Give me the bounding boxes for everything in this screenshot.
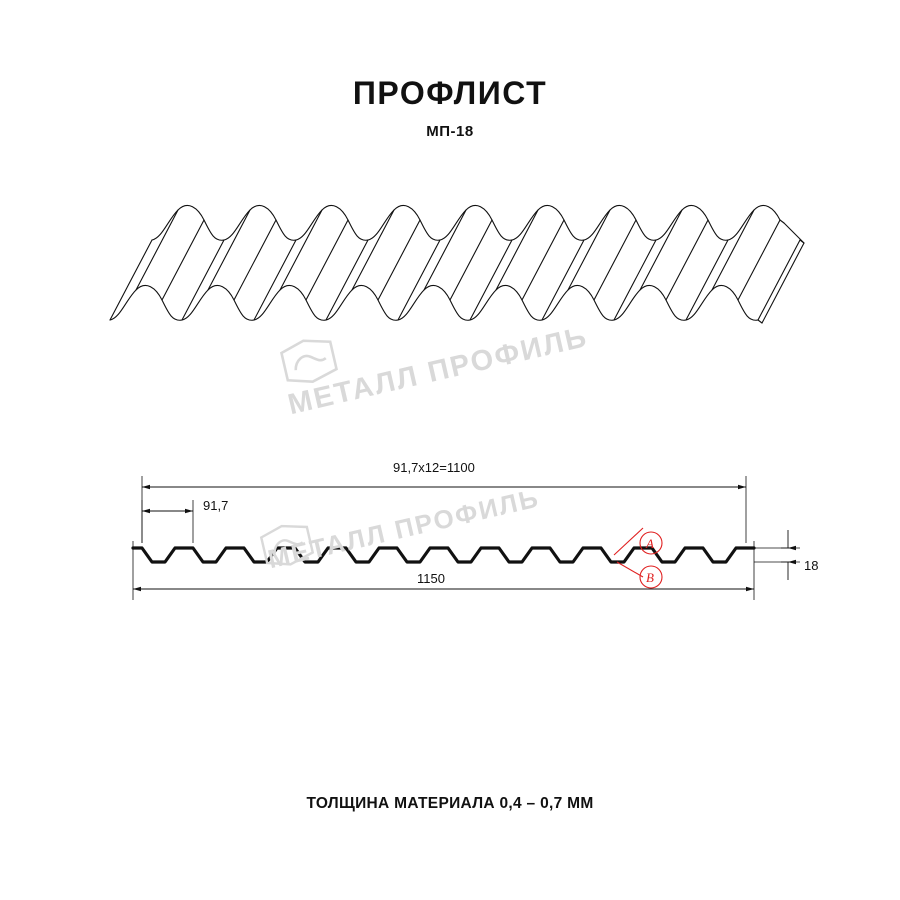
dimension-height: 18 xyxy=(804,558,819,573)
page-subtitle: МП-18 xyxy=(426,123,474,140)
dimension-pitch: 91,7 xyxy=(203,498,229,513)
dimension-total-width: 1150 xyxy=(417,571,445,586)
dimension-working-width: 91,7x12=1100 xyxy=(393,460,475,475)
watermark-text-bottom: МЕТАЛЛ ПРОФИЛЬ xyxy=(265,482,543,575)
callout-b-label: B xyxy=(646,570,654,585)
page-title: ПРОФЛИСТ xyxy=(352,75,548,111)
watermark-text-top: МЕТАЛЛ ПРОФИЛЬ xyxy=(285,321,591,422)
material-thickness-note: ТОЛЩИНА МАТЕРИАЛА 0,4 – 0,7 ММ xyxy=(306,795,594,812)
callout-a-label: A xyxy=(646,536,654,551)
